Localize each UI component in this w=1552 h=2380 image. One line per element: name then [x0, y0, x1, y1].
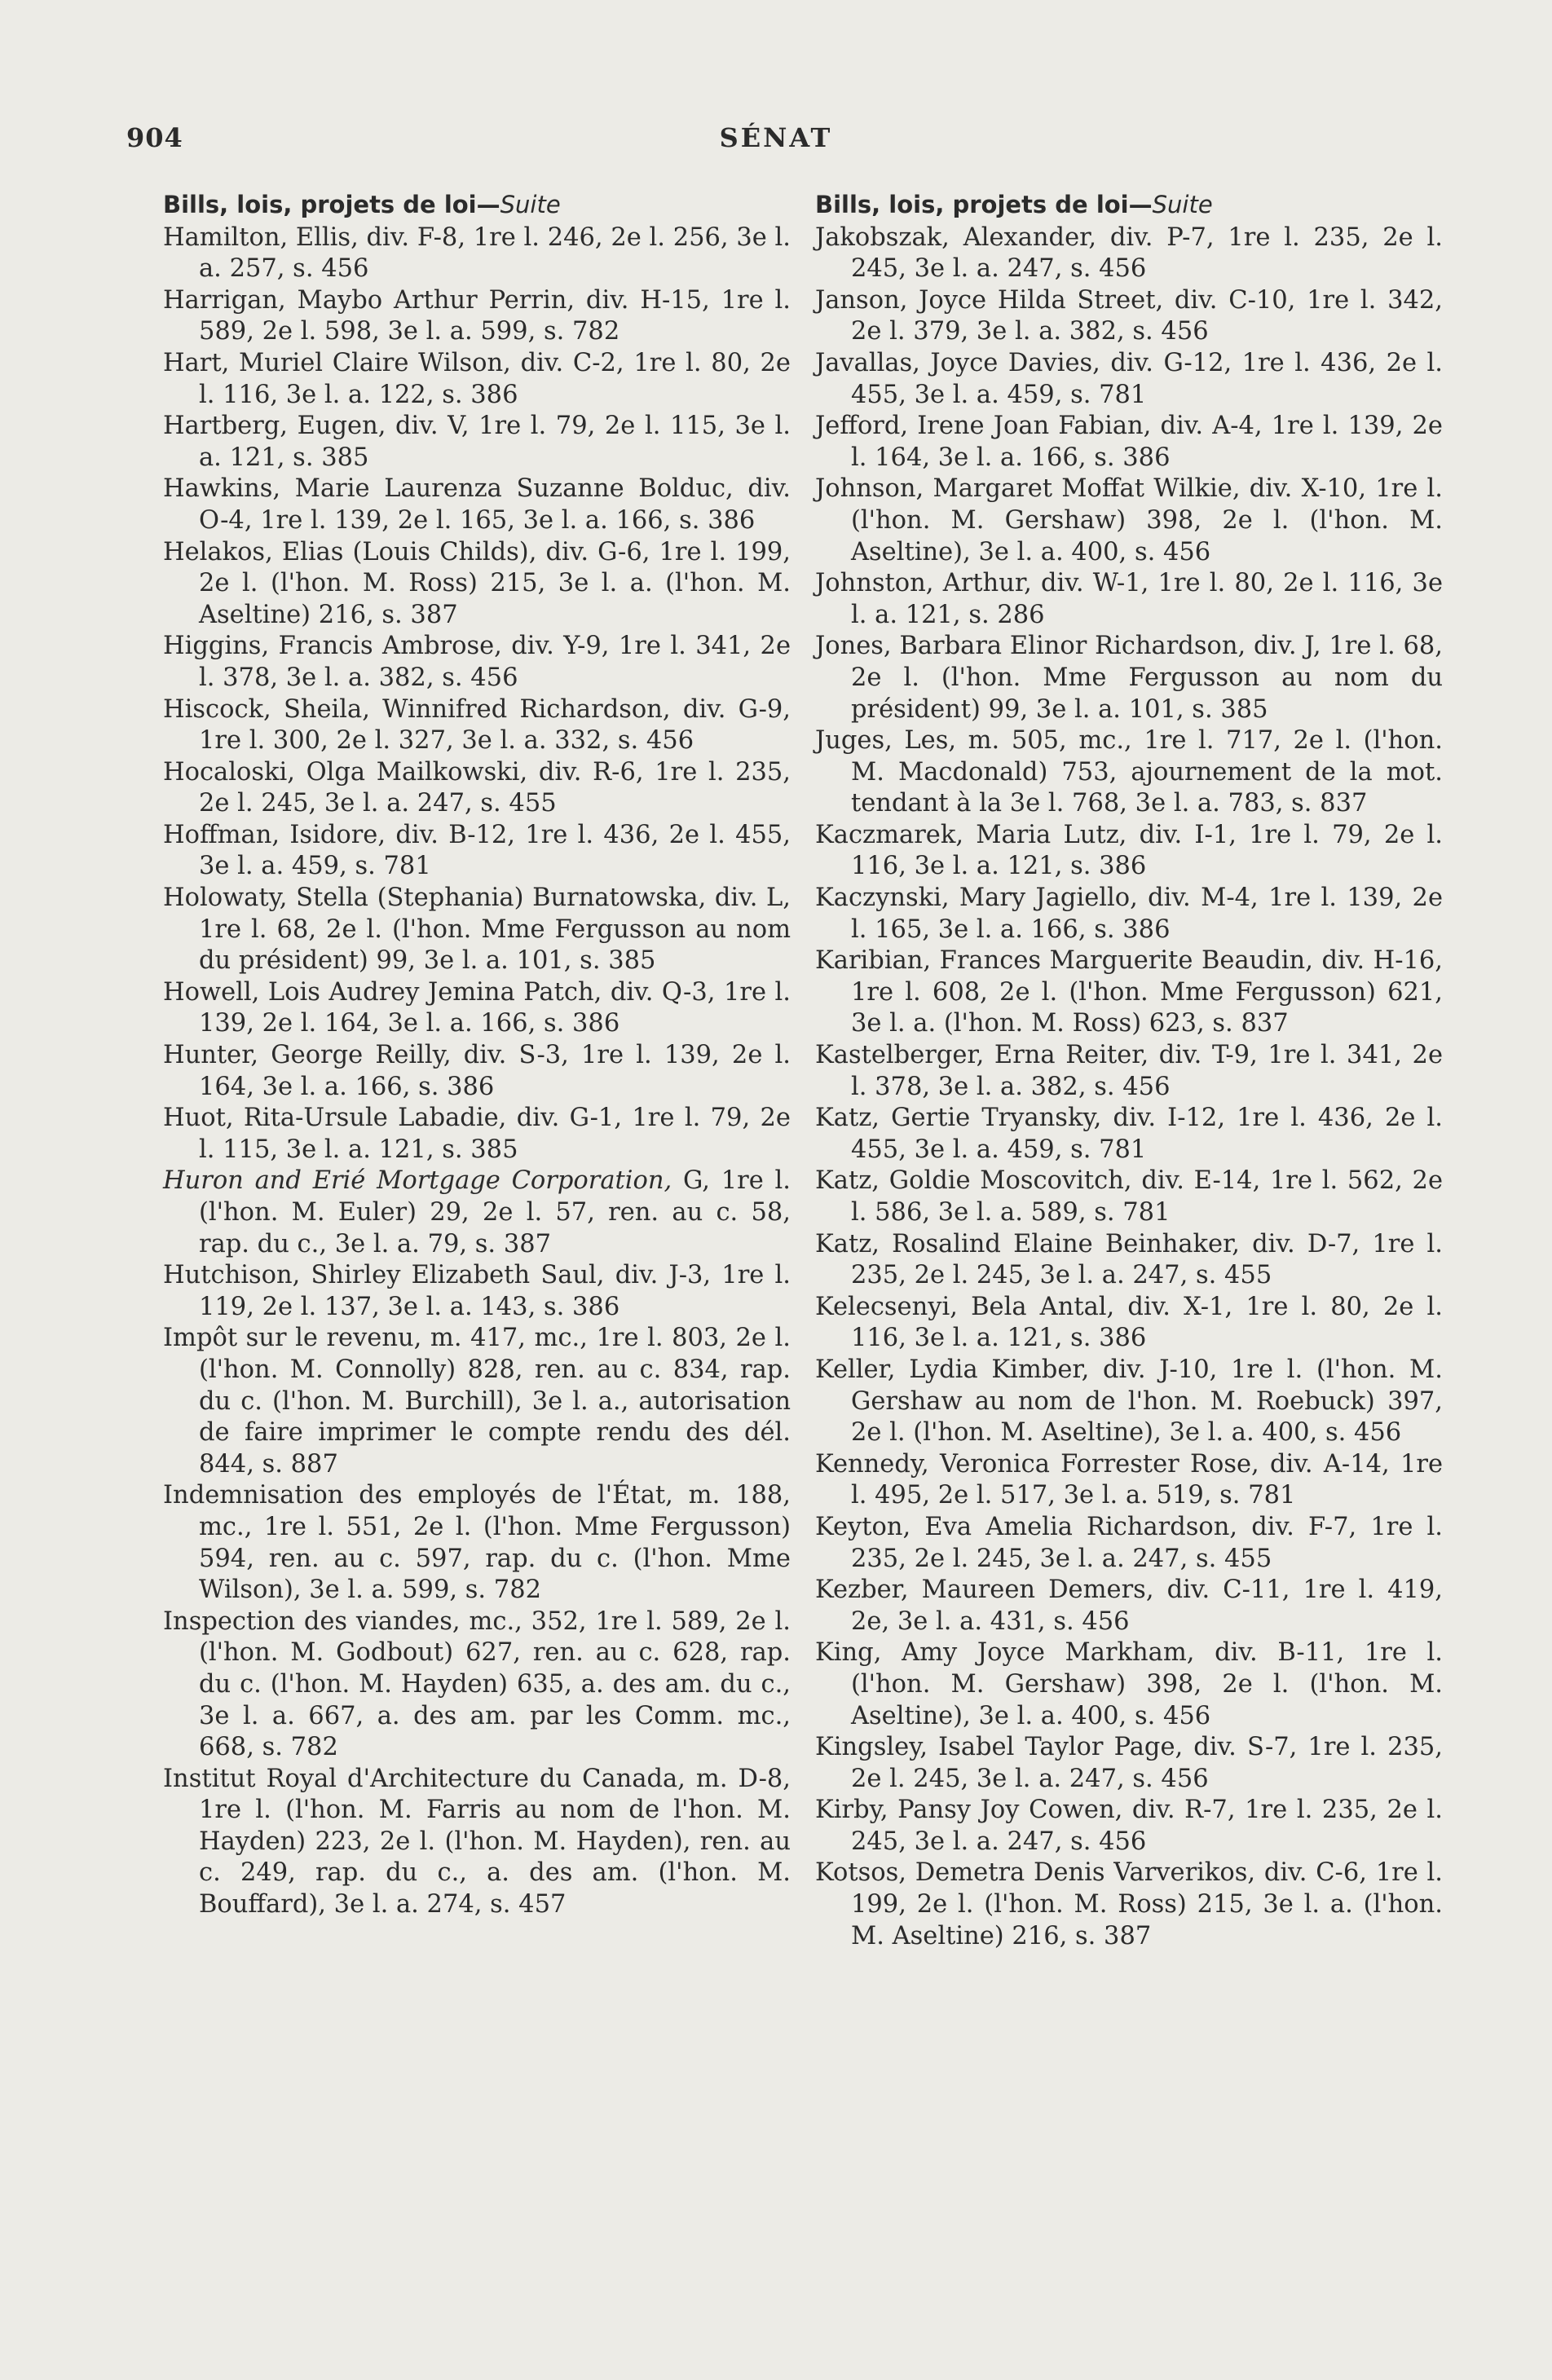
- running-head: SÉNAT: [719, 122, 833, 153]
- index-entry: Hawkins, Marie Laurenza Suzanne Bolduc, div. O-4, 1re l. 139, 2e l. 165, 3e l. a. 166, s. 386: [163, 474, 791, 535]
- index-entry: Kirby, Pansy Joy Cowen, div. R-7, 1re l. 235, 2e l. 245, 3e l. a. 247, s. 456: [815, 1796, 1443, 1856]
- right-column-heading: [815, 189, 1443, 221]
- index-entry: Harrigan, Maybo Arthur Perrin, div. H-15, 1re l. 589, 2e l. 598, 3e l. a. 599, s. 782: [163, 285, 791, 346]
- index-entry: Katz, Goldie Moscovitch, div. E-14, 1re l. 562, 2e l. 586, 3e l. a. 589, s. 781: [815, 1166, 1443, 1227]
- index-entry: Jakobszak, Alexander, div. P-7, 1re l. 235, 2e l. 245, 3e l. a. 247, s. 456: [815, 223, 1443, 284]
- left-column: [163, 189, 791, 1921]
- index-entry: Howell, Lois Audrey Jemina Patch, div. Q-3, 1re l. 139, 2e l. 164, 3e l. a. 166, s. 386: [163, 977, 791, 1038]
- index-entry: Kennedy, Veronica Forrester Rose, div. A-14, 1re l. 495, 2e l. 517, 3e l. a. 519, s. 781: [815, 1449, 1443, 1510]
- index-entry: Keyton, Eva Amelia Richardson, div. F-7, 1re l. 235, 2e l. 245, 3e l. a. 247, s. 455: [815, 1512, 1443, 1573]
- index-entry: King, Amy Joyce Markham, div. B-11, 1re l. (l'hon. M. Gershaw) 398, 2e l. (l'hon. M. Aseltine), 3e l. a. 400, s. 456: [815, 1638, 1443, 1730]
- index-entry: Kelecsenyi, Bela Antal, div. X-1, 1re l. 80, 2e l. 116, 3e l. a. 121, s. 386: [815, 1292, 1443, 1353]
- index-entry: Inspection des viandes, mc., 352, 1re l. 589, 2e l. (l'hon. M. Godbout) 627, ren. au c. 628, rap. du c. (l'hon. M. Hayden) 635, a. des am. du c., 3e l. a. 667, a. des am. par les Comm. mc., 668, s. 782: [163, 1606, 791, 1762]
- index-entry: Janson, Joyce Hilda Street, div. C-10, 1re l. 342, 2e l. 379, 3e l. a. 382, s. 456: [815, 285, 1443, 346]
- index-entry: Kezber, Maureen Demers, div. C-11, 1re l. 419, 2e, 3e l. a. 431, s. 456: [815, 1576, 1443, 1636]
- index-entry: Kaczmarek, Maria Lutz, div. I-1, 1re l. 79, 2e l. 116, 3e l. a. 121, s. 386: [815, 820, 1443, 881]
- index-entry: Javallas, Joyce Davies, div. G-12, 1re l. 436, 2e l. 455, 3e l. a. 459, s. 781: [815, 348, 1443, 409]
- heading-suite: Suite: [1152, 191, 1213, 218]
- index-entry: Kastelberger, Erna Reiter, div. T-9, 1re l. 341, 2e l. 378, 3e l. a. 382, s. 456: [815, 1041, 1443, 1101]
- index-entry: Johnson, Margaret Moffat Wilkie, div. X-10, 1re l. (l'hon. M. Gershaw) 398, 2e l. (l'hon. M. Aseltine), 3e l. a. 400, s. 456: [815, 474, 1443, 566]
- index-entry: Jefford, Irene Joan Fabian, div. A-4, 1re l. 139, 2e l. 164, 3e l. a. 166, s. 386: [815, 412, 1443, 472]
- left-column-heading: [163, 189, 791, 221]
- index-entry: Kotsos, Demetra Denis Varverikos, div. C-6, 1re l. 199, 2e l. (l'hon. M. Ross) 215, 3e l. a. (l'hon. M. Aseltine) 216, s. 387: [815, 1858, 1443, 1950]
- page-header: [126, 122, 1426, 163]
- index-entry: Katz, Gertie Tryansky, div. I-12, 1re l. 436, 2e l. 455, 3e l. a. 459, s. 781: [815, 1104, 1443, 1164]
- index-entry: Institut Royal d'Architecture du Canada, m. D-8, 1re l. (l'hon. M. Farris au nom de l'hon. M. Hayden) 223, 2e l. (l'hon. M. Hayden), ren. au c. 249, rap. du c., a. des am. (l'hon. M. Bouffard), 3e l. a. 274, s. 457: [163, 1764, 791, 1919]
- index-entry: Holowaty, Stella (Stephania) Burnatowska, div. L, 1re l. 68, 2e l. (l'hon. Mme Fergusson au nom du président) 99, 3e l. a. 101, s. 385: [163, 884, 791, 976]
- index-entry: Huot, Rita-Ursule Labadie, div. G-1, 1re l. 79, 2e l. 115, 3e l. a. 121, s. 385: [163, 1104, 791, 1164]
- index-entry: Helakos, Elias (Louis Childs), div. G-6, 1re l. 199, 2e l. (l'hon. M. Ross) 215, 3e l. a. (l'hon. M. Aseltine) 216, s. 387: [163, 537, 791, 629]
- heading-suite: Suite: [500, 191, 561, 218]
- right-column: [815, 189, 1443, 1952]
- index-entry: Kaczynski, Mary Jagiello, div. M-4, 1re l. 139, 2e l. 165, 3e l. a. 166, s. 386: [815, 884, 1443, 944]
- index-entry: Higgins, Francis Ambrose, div. Y-9, 1re l. 341, 2e l. 378, 3e l. a. 382, s. 456: [163, 632, 791, 692]
- index-entry: Hunter, George Reilly, div. S-3, 1re l. 139, 2e l. 164, 3e l. a. 166, s. 386: [163, 1041, 791, 1101]
- entry-rest: G, 1re l. (l'hon. M. Euler) 29, 2e l. 57, ren. au c. 58, rap. du c., 3e l. a. 79, s. 387: [199, 1166, 791, 1258]
- index-entry: Hart, Muriel Claire Wilson, div. C-2, 1re l. 80, 2e l. 116, 3e l. a. 122, s. 386: [163, 348, 791, 409]
- index-entry: Juges, Les, m. 505, mc., 1re l. 717, 2e l. (l'hon. M. Macdonald) 753, ajournement de la mot. tendant à la 3e l. 768, 3e l. a. 783, s. 837: [815, 726, 1443, 818]
- index-entry: Hartberg, Eugen, div. V, 1re l. 79, 2e l. 115, 3e l. a. 121, s. 385: [163, 412, 791, 472]
- index-entry-italic: [163, 1166, 791, 1260]
- index-entry: Hamilton, Ellis, div. F-8, 1re l. 246, 2e l. 256, 3e l. a. 257, s. 456: [163, 223, 791, 284]
- index-entry: Hutchison, Shirley Elizabeth Saul, div. J-3, 1re l. 119, 2e l. 137, 3e l. a. 143, s. 386: [163, 1261, 791, 1321]
- index-entry: Katz, Rosalind Elaine Beinhaker, div. D-7, 1re l. 235, 2e l. 245, 3e l. a. 247, s. 455: [815, 1229, 1443, 1290]
- index-entry: Karibian, Frances Marguerite Beaudin, div. H-16, 1re l. 608, 2e l. (l'hon. Mme Fergusson) 621, 3e l. a. (l'hon. M. Ross) 623, s. 837: [815, 946, 1443, 1038]
- index-entry: Kingsley, Isabel Taylor Page, div. S-7, 1re l. 235, 2e l. 245, 3e l. a. 247, s. 456: [815, 1733, 1443, 1793]
- index-entry: Indemnisation des employés de l'État, m. 188, mc., 1re l. 551, 2e l. (l'hon. Mme Fergusson) 594, ren. au c. 597, rap. du c. (l'hon. Mme Wilson), 3e l. a. 599, s. 782: [163, 1481, 791, 1605]
- heading-text: Bills, lois, projets de loi—: [163, 191, 500, 218]
- page-number: 904: [126, 122, 183, 153]
- index-entry: Johnston, Arthur, div. W-1, 1re l. 80, 2e l. 116, 3e l. a. 121, s. 286: [815, 569, 1443, 629]
- entry-name-italic: Huron and Erié Mortgage Corporation,: [163, 1166, 672, 1196]
- heading-text: Bills, lois, projets de loi—: [815, 191, 1153, 218]
- index-entry: Jones, Barbara Elinor Richardson, div. J, 1re l. 68, 2e l. (l'hon. Mme Fergusson au nom du président) 99, 3e l. a. 101, s. 385: [815, 632, 1443, 724]
- index-entry: Impôt sur le revenu, m. 417, mc., 1re l. 803, 2e l. (l'hon. M. Connolly) 828, ren. au c. 834, rap. du c. (l'hon. M. Burchill), 3e l. a., autorisation de faire imprimer le compte rendu des dél. 844, s. 887: [163, 1324, 791, 1479]
- index-entry: Hoffman, Isidore, div. B-12, 1re l. 436, 2e l. 455, 3e l. a. 459, s. 781: [163, 820, 791, 881]
- index-entry: Hiscock, Sheila, Winnifred Richardson, div. G-9, 1re l. 300, 2e l. 327, 3e l. a. 332, s. 456: [163, 694, 791, 756]
- index-entry: Keller, Lydia Kimber, div. J-10, 1re l. (l'hon. M. Gershaw au nom de l'hon. M. Roebuck) 397, 2e l. (l'hon. M. Aseltine), 3e l. a. 400, s. 456: [815, 1355, 1443, 1448]
- index-entry: Hocaloski, Olga Mailkowski, div. R-6, 1re l. 235, 2e l. 245, 3e l. a. 247, s. 455: [163, 757, 791, 818]
